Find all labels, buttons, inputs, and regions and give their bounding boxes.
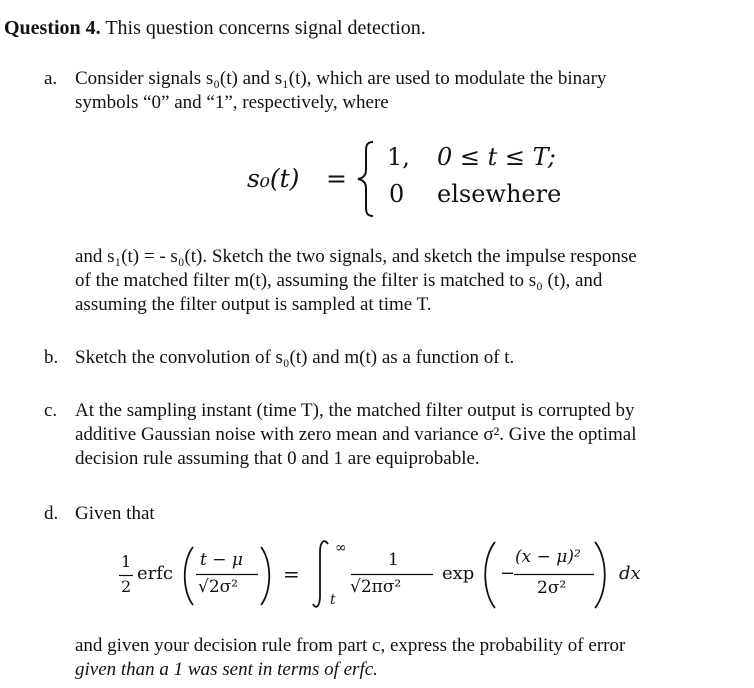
equation-lhs: s₀(t): [247, 164, 300, 193]
question-title: [4, 16, 426, 40]
case-2-condition: elsewhere: [437, 180, 562, 208]
part-d-line-2: and given your decision rule from part c, express the probability of error: [75, 635, 626, 656]
exp-left-paren-icon: [480, 540, 498, 610]
part-c-line-2: additive Gaussian noise with zero mean and variance σ². Give the optimal: [75, 424, 637, 445]
erfc-equals: =: [283, 562, 300, 586]
integral-sign-icon: [310, 538, 332, 610]
part-d-label: d.: [44, 503, 59, 524]
part-b-label: b.: [44, 347, 59, 368]
left-brace-icon: [355, 140, 377, 218]
question-topic: This question concerns signal detection.: [100, 17, 426, 39]
exp-right-paren-icon: [592, 540, 610, 610]
gauss-denominator: √2πσ²: [350, 577, 402, 597]
erfc-arg-numerator: t − μ: [200, 550, 243, 570]
exp-fraction-bar: [513, 573, 595, 576]
left-paren-icon: [180, 545, 196, 607]
part-a-line-3: and s₁(t) = - s₀(t). Sketch the two signals, and sketch the impulse response: [75, 246, 637, 267]
exp-label: exp: [442, 563, 475, 584]
part-a-line-1: Consider signals s₀(t) and s₁(t), which are used to modulate the binary: [75, 68, 607, 89]
part-a-label: a.: [44, 68, 58, 89]
part-c-label: c.: [44, 400, 58, 421]
part-a-line-5: assuming the filter output is sampled at time T.: [75, 294, 432, 315]
integral-upper-limit: ∞: [335, 540, 347, 556]
equation-equals: =: [326, 164, 347, 193]
part-d-line-1: Given that: [75, 503, 155, 524]
half-numerator: 1: [121, 552, 132, 571]
integral-lower-limit: t: [330, 592, 336, 608]
erfc-arg-fraction-bar: [195, 573, 259, 576]
part-d-line-3: given than a 1 was sent in terms of erfc.: [75, 659, 378, 680]
differential-dx: dx: [619, 563, 641, 584]
erfc-label: erfc: [137, 563, 173, 584]
exp-denominator: 2σ²: [537, 578, 567, 598]
question-number: Question 4.: [4, 17, 101, 39]
erfc-arg-denominator: √2σ²: [198, 577, 239, 597]
exp-numerator: (x − μ)²: [515, 547, 581, 567]
gauss-numerator: 1: [388, 550, 399, 570]
case-2-value: 0: [389, 180, 405, 208]
right-paren-icon: [258, 545, 274, 607]
part-b-line-1: Sketch the convolution of s₀(t) and m(t) as a function of t.: [75, 347, 515, 368]
case-1-condition: 0 ≤ t ≤ T;: [437, 143, 556, 171]
case-1-value: 1,: [387, 143, 410, 171]
half-denominator: 2: [121, 577, 132, 596]
part-a-line-4: of the matched filter m(t), assuming the filter is matched to s₀ (t), and: [75, 270, 603, 291]
part-c-line-3: decision rule assuming that 0 and 1 are equiprobable.: [75, 448, 480, 469]
gauss-fraction-bar: [350, 573, 434, 576]
exp-minus-sign: −: [500, 563, 516, 584]
part-a-line-2: symbols “0” and “1”, respectively, where: [75, 92, 389, 113]
part-c-line-1: At the sampling instant (time T), the matched filter output is corrupted by: [75, 400, 635, 421]
